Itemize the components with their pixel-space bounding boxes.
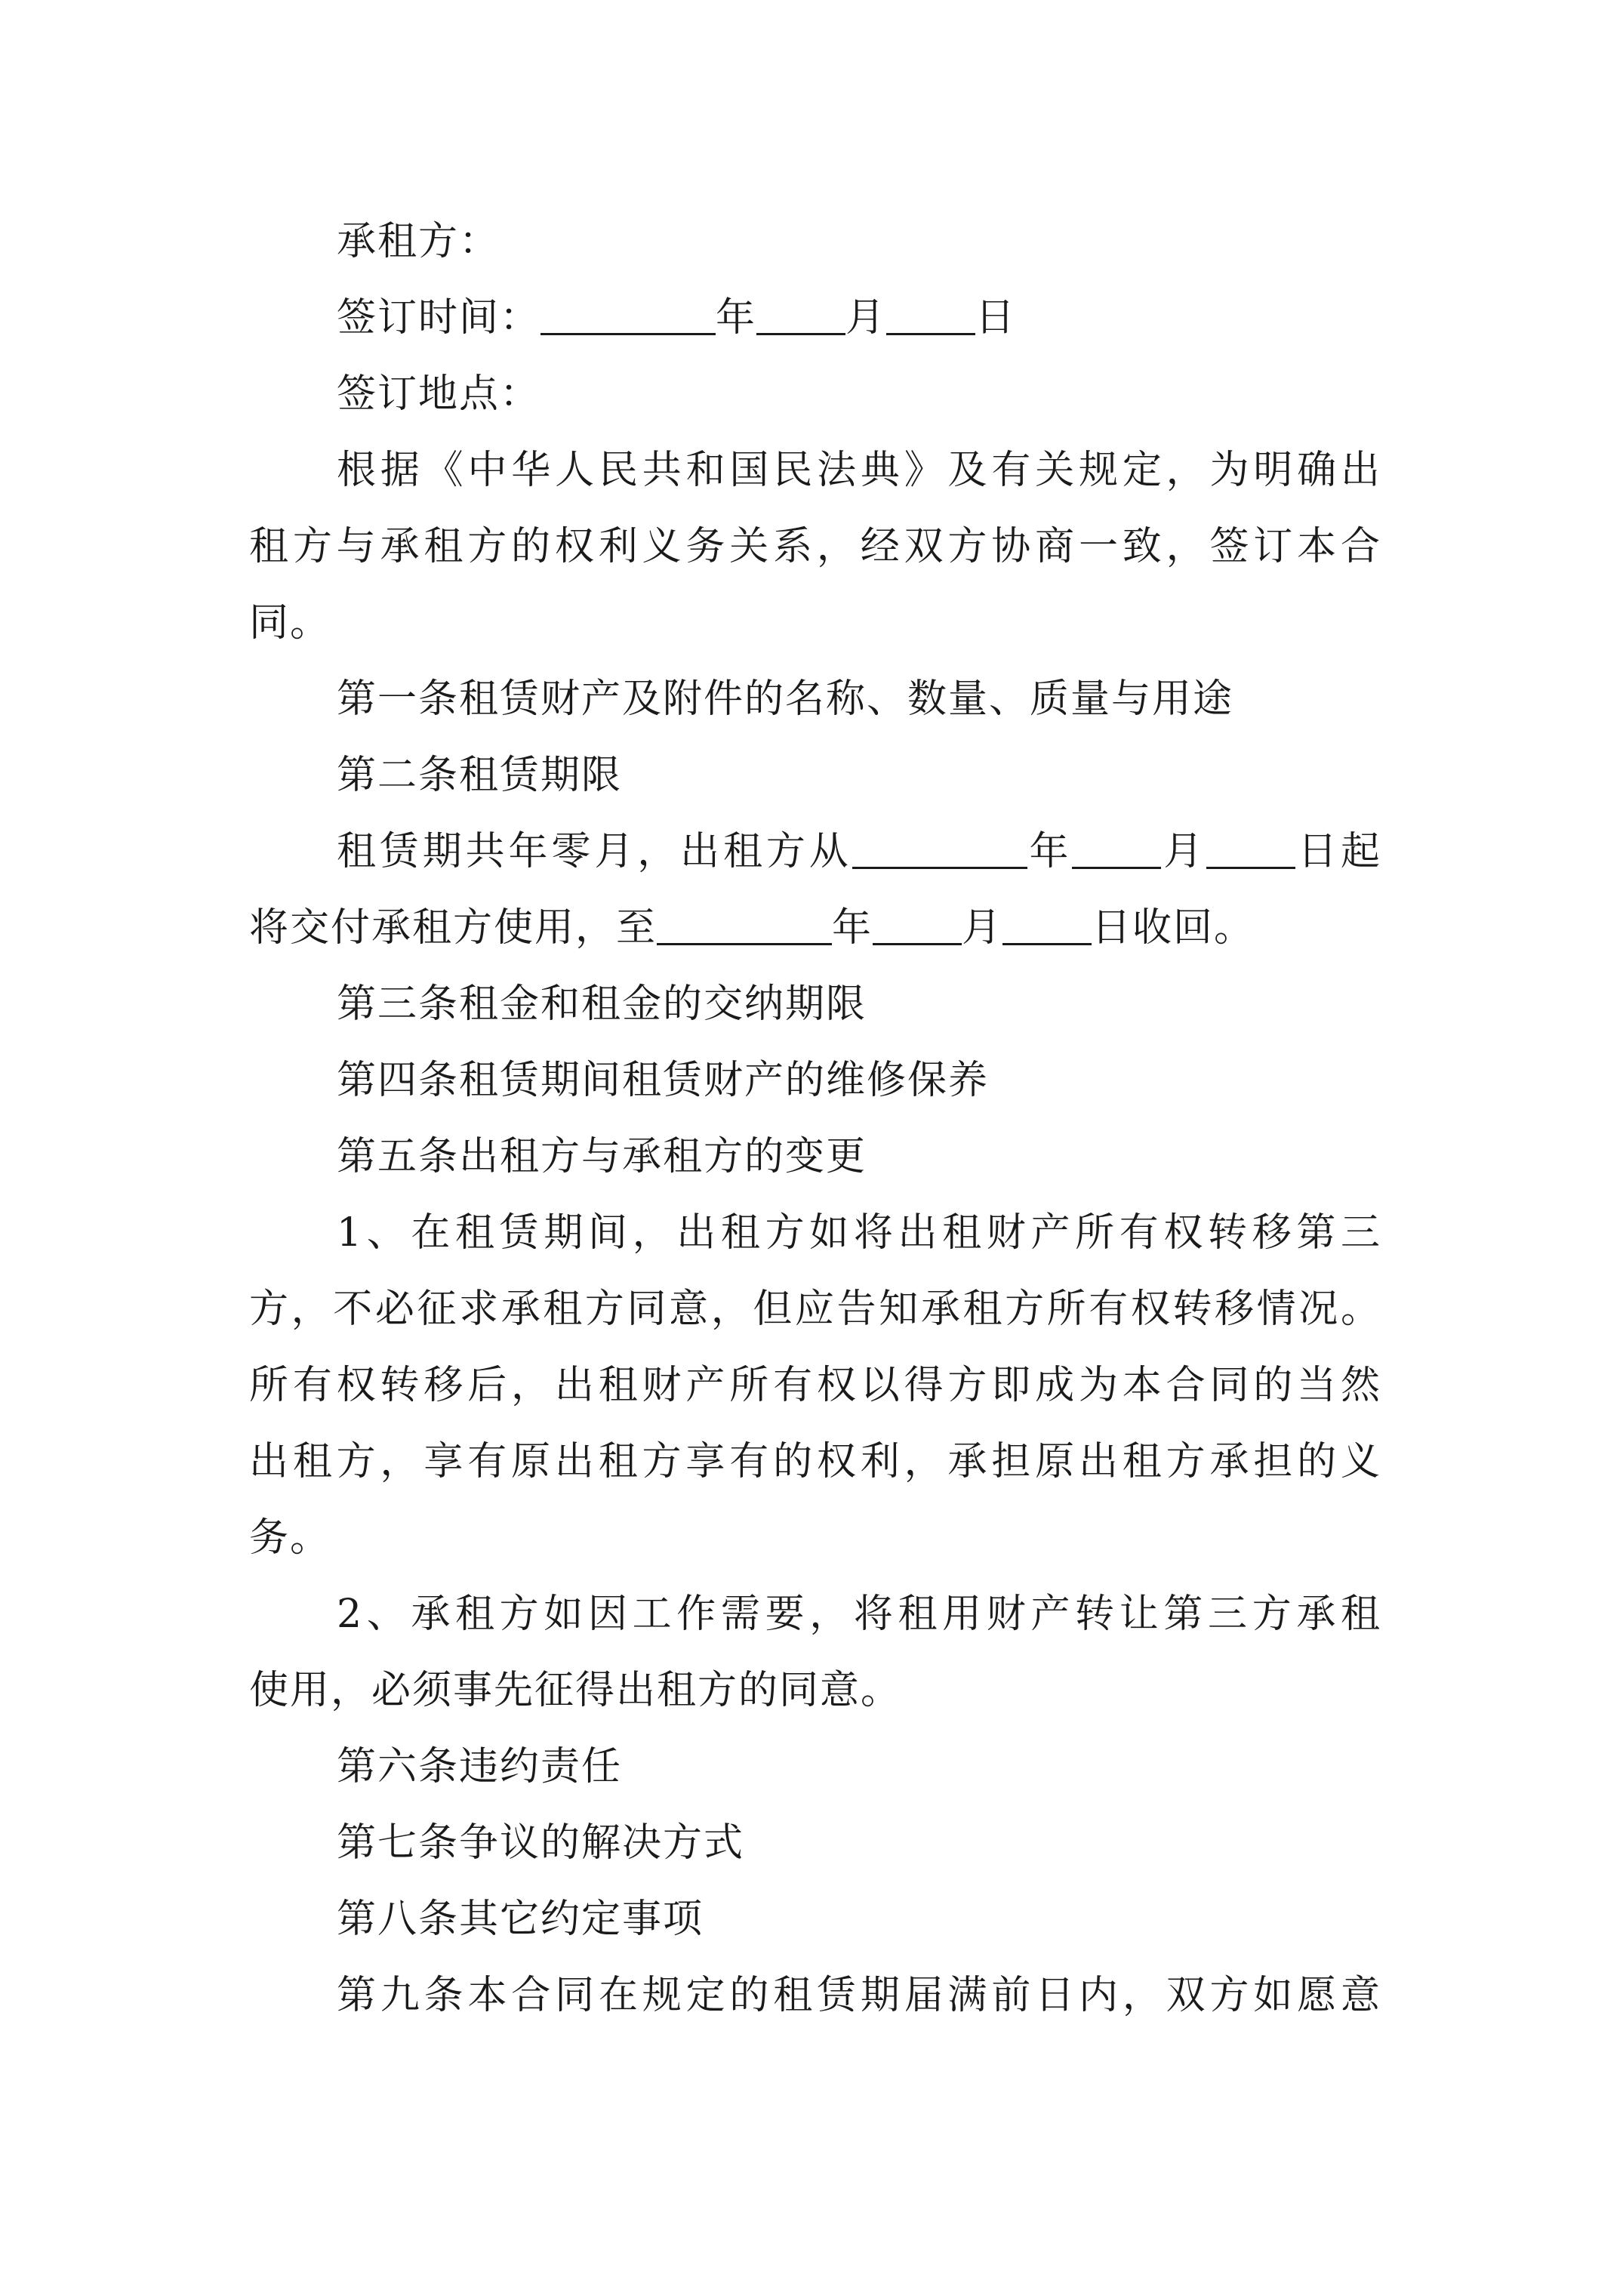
sign-place-line <box>249 356 1381 433</box>
article-4-heading: 第四条租赁期间租赁财产的维修保养 <box>337 1058 990 1103</box>
contract-body <box>249 204 1381 2034</box>
sign-year-blank[interactable] <box>540 294 716 335</box>
clause-1-line-5: 务。 <box>249 1515 331 1561</box>
term-prefix-2: 将交付承租方使用，至 <box>249 905 658 951</box>
sign-day-unit: 日 <box>975 295 1017 341</box>
start-day-blank[interactable] <box>1206 827 1295 869</box>
sign-time-label: 签订时间： <box>337 295 541 341</box>
article-2-heading: 第二条租赁期限 <box>337 753 623 798</box>
clause-1-line-2: 方，不必征求承租方同意，但应告知承租方所有权转移情况。 <box>249 1287 1381 1332</box>
lessee-line <box>249 204 1381 280</box>
start-year-blank[interactable] <box>852 827 1027 869</box>
intro-line-3: 同。 <box>249 600 331 646</box>
term-prefix-1: 租赁期共年零月，出租方从 <box>337 829 852 874</box>
start-month-blank[interactable] <box>1072 827 1161 869</box>
clause-1-line-3: 所有权转移后，出租财产所有权以得方即成为本合同的当然 <box>249 1363 1381 1408</box>
article-6-heading: 第六条违约责任 <box>337 1744 623 1789</box>
end-day-unit: 日收回。 <box>1092 905 1255 951</box>
end-year-blank[interactable] <box>657 904 832 945</box>
article-3-heading: 第三条租金和租金的交纳期限 <box>337 982 867 1027</box>
clause-1-line-4: 出租方，享有原出租方享有的权利，承担原出租方承担的义 <box>249 1439 1381 1484</box>
sign-place-label: 签订地点： <box>337 371 541 417</box>
article-1-heading: 第一条租赁财产及附件的名称、数量、质量与用途 <box>337 676 1234 722</box>
term-line-1 <box>249 814 1381 890</box>
article-8-heading: 第八条其它约定事项 <box>337 1897 704 1942</box>
start-month-unit: 月 <box>1161 829 1207 874</box>
end-year-unit: 年 <box>832 905 873 951</box>
sign-day-blank[interactable] <box>886 294 975 335</box>
start-day-unit: 日起 <box>1295 829 1381 874</box>
clause-2-line-2: 使用，必须事先征得出租方的同意。 <box>249 1668 902 1713</box>
sign-month-blank[interactable] <box>756 294 845 335</box>
article-9-line-1: 第九条本合同在规定的租赁期届满前日内，双方如愿意 <box>337 1973 1381 2018</box>
article-7-heading: 第七条争议的解决方式 <box>337 1820 745 1866</box>
end-month-blank[interactable] <box>873 904 962 945</box>
term-line-2 <box>249 890 1381 966</box>
sign-month-unit: 月 <box>845 295 887 341</box>
start-year-unit: 年 <box>1027 829 1073 874</box>
lessee-label: 承租方： <box>337 219 500 264</box>
intro-line-2: 租方与承租方的权利义务关系，经双方协商一致，签订本合 <box>249 524 1381 569</box>
end-day-blank[interactable] <box>1002 904 1092 945</box>
sign-time-line <box>249 280 1381 356</box>
intro-line-1: 根据《中华人民共和国民法典》及有关规定，为明确出 <box>337 448 1381 493</box>
clause-2-line-1: 2、承租方如因工作需要，将租用财产转让第三方承租 <box>337 1592 1381 1637</box>
clause-1-line-1: 1、在租赁期间，出租方如将出租财产所有权转移第三 <box>337 1210 1381 1256</box>
end-month-unit: 月 <box>962 905 1003 951</box>
article-5-heading: 第五条出租方与承租方的变更 <box>337 1134 867 1179</box>
sign-year-unit: 年 <box>716 295 757 341</box>
